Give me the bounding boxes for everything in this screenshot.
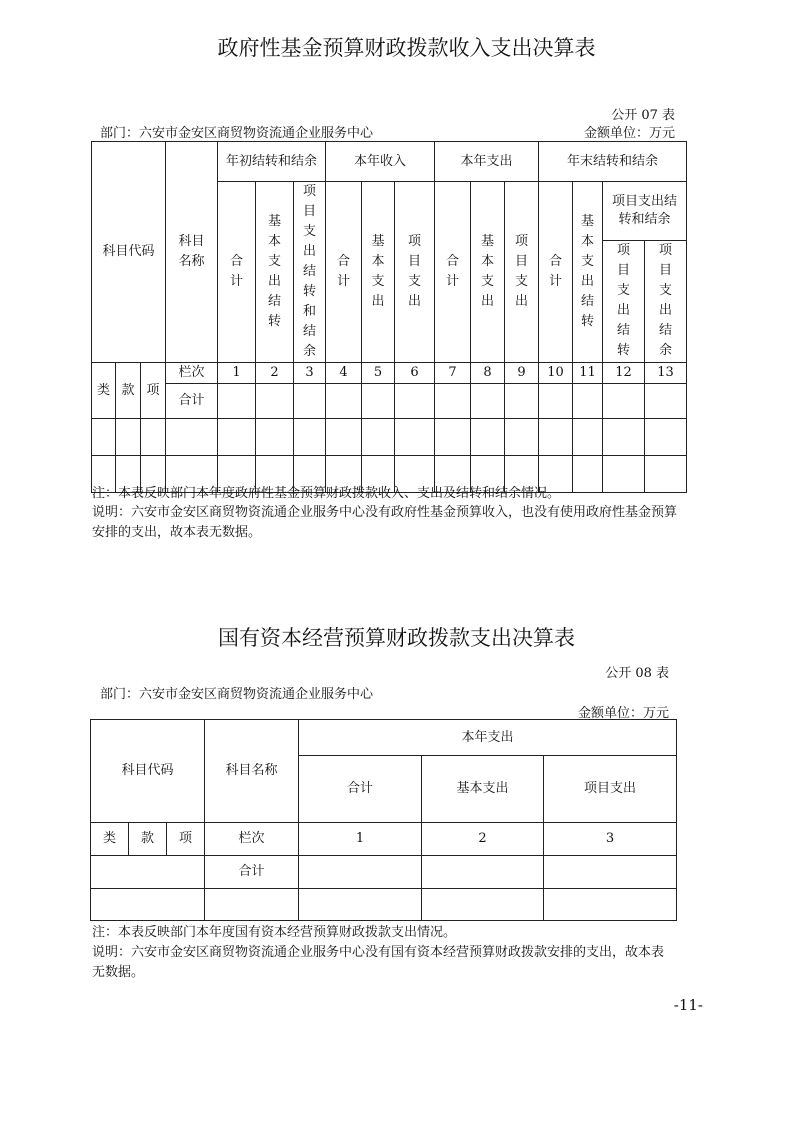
table1-header-lei: 类: [92, 363, 116, 419]
table1-header-expense-project: 项目支出: [505, 182, 539, 363]
table1-col-number: 13: [645, 363, 687, 384]
table1-header-income-project: 项目支出: [395, 182, 435, 363]
table1-header-ending-basic: 基本支出结转: [573, 182, 603, 363]
table1-note: 注：本表反映部门本年度政府性基金预算财政拨款收入、支出及结转和结余情况。: [92, 486, 561, 501]
table1-header-subject-code: 科目代码: [92, 142, 166, 363]
table1-header-ending-total: 合计: [539, 182, 573, 363]
table1-header-kuan: 款: [116, 363, 141, 419]
table1-col-number: 1: [218, 363, 256, 384]
table2-header-lei: 类: [91, 823, 129, 856]
table1-col-number: 11: [573, 363, 603, 384]
table1-header-income: 本年收入: [326, 142, 435, 182]
table2-row-label: 栏次: [205, 823, 299, 856]
table2-department: 部门：六安市金安区商贸物资流通企业服务中心: [100, 687, 374, 702]
table1-amount-unit: 金额单位：万元: [583, 126, 675, 141]
table1-total-label: 合计: [166, 384, 218, 419]
table1-grid: [91, 141, 687, 493]
table2-note: 注：本表反映部门本年度国有资本经营预算财政拨款支出情况。: [92, 925, 457, 940]
table2-col-number: 1: [299, 823, 422, 856]
table1-header-beginning-total: 合计: [218, 182, 256, 363]
table1-col-number: 2: [256, 363, 294, 384]
table1-header-beginning-balance: 年初结转和结余: [218, 142, 326, 182]
table1-department: 部门：六安市金安区商贸物资流通企业服务中心: [100, 126, 374, 141]
table1-explanation: 说明：六安市金安区商贸物资流通企业服务中心没有政府性基金预算收入，也没有使用政府性基金预算安排的支出，故本表无数据。: [92, 505, 678, 540]
table1-col-number: 3: [294, 363, 326, 384]
table1-header-expense-basic: 基本支出: [471, 182, 505, 363]
table2-header-project: 项目支出: [544, 756, 677, 823]
table1-header-income-basic: 基本支出: [362, 182, 395, 363]
table1-col-number: 4: [326, 363, 362, 384]
table2-explanation: 说明：六安市金安区商贸物资流通企业服务中心没有国有资本经营预算财政拨款安排的支出，故本表无数据。: [92, 945, 665, 980]
table2-header-total: 合计: [299, 756, 422, 823]
table1-row-label: 栏次: [166, 363, 218, 384]
table1-total-row: [92, 384, 687, 419]
table1-col-number: 8: [471, 363, 505, 384]
table2-title: 国有资本经营预算财政拨款支出决算表: [218, 626, 575, 650]
table2-header-subject-code: 科目代码: [91, 720, 205, 823]
table2-total-label: 合计: [205, 856, 299, 889]
table1-form-number: 公开 07 表: [611, 108, 675, 123]
page-number: -11-: [673, 996, 703, 1014]
table1-title: 政府性基金预算财政拨款收入支出决算表: [217, 36, 596, 60]
table1-header-ending-balance: 年末结转和结余: [539, 142, 687, 182]
table1-col-number: 12: [603, 363, 645, 384]
table1-header-beginning-basic: 基本支出结转: [256, 182, 294, 363]
table2-col-number: 2: [422, 823, 544, 856]
table1-col-number: 9: [505, 363, 539, 384]
table2-header-expense: 本年支出: [299, 720, 677, 756]
table1-header-beginning-project: 项目支出结转和结余: [294, 182, 326, 363]
table1-header-expense: 本年支出: [435, 142, 539, 182]
table1-header-ending-project-carry: 项目支出结转: [603, 240, 645, 362]
table-row: [91, 889, 677, 921]
table1-header-xiang: 项: [141, 363, 166, 419]
table2-total-row: [91, 856, 677, 889]
table1-col-number: 6: [395, 363, 435, 384]
table1-header-income-total: 合计: [326, 182, 362, 363]
table1-col-number: 7: [435, 363, 471, 384]
table2-amount-unit: 金额单位：万元: [577, 706, 669, 721]
table2-header-kuan: 款: [129, 823, 167, 856]
table2-col-number: 3: [544, 823, 677, 856]
table1-header-ending-project-balance: 项目支出结余: [645, 240, 687, 362]
table1-col-number: 10: [539, 363, 573, 384]
table1-header-expense-total: 合计: [435, 182, 471, 363]
table1-header-ending-project: 项目支出结转和结余: [603, 182, 687, 241]
table2-header-subject-name: 科目名称: [205, 720, 299, 823]
table1-header-subject-name: 科目名称: [166, 142, 218, 363]
table2-header-basic: 基本支出: [422, 756, 544, 823]
table2-form-number: 公开 08 表: [605, 666, 669, 681]
table2-grid: [90, 719, 677, 921]
table-row: [92, 419, 687, 456]
table2-header-xiang: 项: [167, 823, 205, 856]
table1-col-number: 5: [362, 363, 395, 384]
